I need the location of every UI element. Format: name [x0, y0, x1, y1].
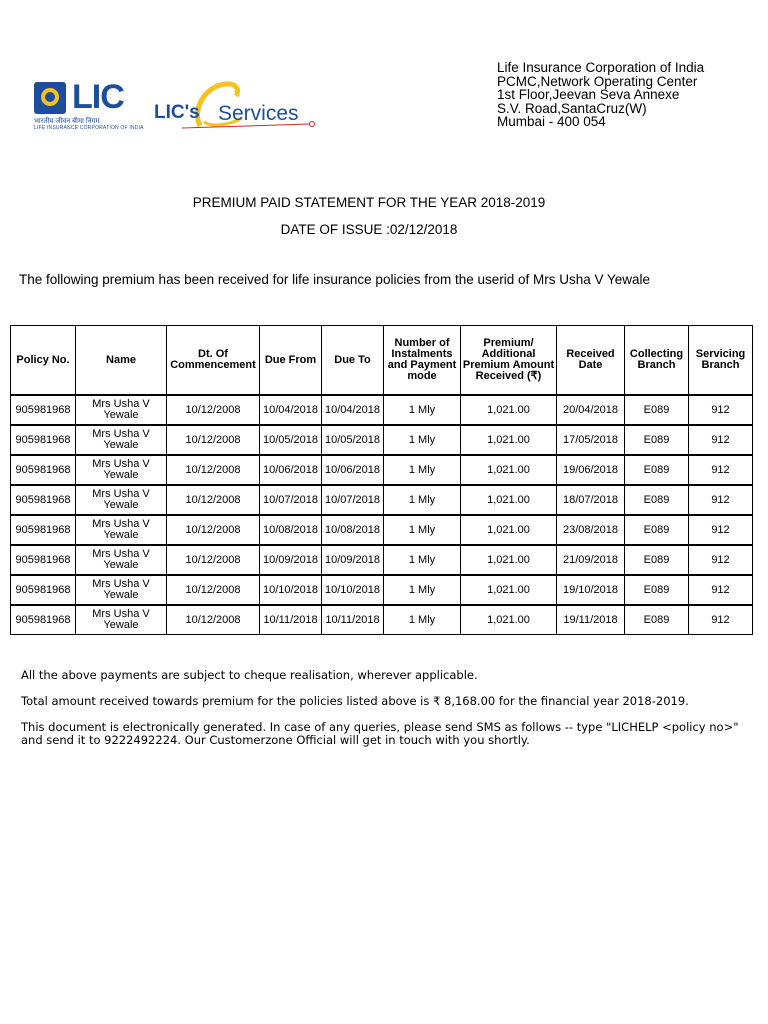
address-line: S.V. Road,SantaCruz(W) — [497, 100, 647, 116]
col-instalments: Number of Instalments and Payment mode — [384, 326, 461, 396]
cell-premium-amount: 1,021.00 — [461, 575, 557, 605]
cell-servicing-branch: 912 — [689, 515, 753, 545]
cell-collecting-branch: E089 — [625, 455, 689, 485]
table-row — [11, 485, 753, 515]
cell-policy-no: 905981968 — [11, 515, 76, 545]
cell-commencement: 10/12/2008 — [167, 605, 260, 635]
total-amount-note: Total amount received towards premium for the policies listed above is ₹ 8,168.00 for the financial year 2018-2019. — [21, 694, 689, 708]
cell-commencement: 10/12/2008 — [167, 515, 260, 545]
cell-collecting-branch: E089 — [625, 395, 689, 425]
cell-received-date: 19/06/2018 — [557, 455, 625, 485]
eservices-prefix: LIC's — [154, 102, 200, 123]
cell-commencement: 10/12/2008 — [167, 425, 260, 455]
cell-policy-no: 905981968 — [11, 575, 76, 605]
cell-due-to: 10/07/2018 — [322, 485, 384, 515]
cell-servicing-branch: 912 — [689, 395, 753, 425]
cell-commencement: 10/12/2008 — [167, 545, 260, 575]
table-row — [11, 515, 753, 545]
table-row — [11, 425, 753, 455]
cell-collecting-branch: E089 — [625, 575, 689, 605]
cell-due-from: 10/11/2018 — [260, 605, 322, 635]
cell-received-date: 19/11/2018 — [557, 605, 625, 635]
address-line: Mumbai - 400 054 — [497, 114, 606, 130]
cell-servicing-branch: 912 — [689, 575, 753, 605]
col-name: Name — [76, 326, 167, 396]
cell-name: Mrs Usha V Yewale — [76, 485, 167, 515]
col-premium-amount: Premium/ Additional Premium Amount Received (₹) — [461, 326, 557, 396]
cell-commencement: 10/12/2008 — [167, 575, 260, 605]
eservices-word: Services — [218, 102, 299, 125]
address-line: Life Insurance Corporation of India — [497, 60, 705, 75]
cell-collecting-branch: E089 — [625, 485, 689, 515]
cell-premium-amount: 1,021.00 — [461, 485, 557, 515]
cell-premium-amount: 1,021.00 — [461, 455, 557, 485]
table-row — [11, 395, 753, 425]
cell-commencement: 10/12/2008 — [167, 455, 260, 485]
cell-due-to: 10/04/2018 — [322, 395, 384, 425]
col-commencement: Dt. Of Commencement — [167, 326, 260, 396]
table-row — [11, 545, 753, 575]
cell-due-to: 10/11/2018 — [322, 605, 384, 635]
cell-collecting-branch: E089 — [625, 515, 689, 545]
cell-instalments: 1 Mly — [384, 425, 461, 455]
cell-policy-no: 905981968 — [11, 485, 76, 515]
cell-policy-no: 905981968 — [11, 605, 76, 635]
cell-premium-amount: 1,021.00 — [461, 545, 557, 575]
col-due-from: Due From — [260, 326, 322, 396]
lic-emblem-icon — [34, 82, 66, 114]
cell-collecting-branch: E089 — [625, 425, 689, 455]
cell-due-to: 10/05/2018 — [322, 425, 384, 455]
cell-name: Mrs Usha V Yewale — [76, 425, 167, 455]
cell-name: Mrs Usha V Yewale — [76, 575, 167, 605]
sms-help-note: This document is electronically generated. In case of any queries, please send SMS as follows -- type "LICHELP <policy no>" and send it to 9222492224. Our Customerzone Official will get in touch with you shortly. — [21, 720, 739, 747]
cell-collecting-branch: E089 — [625, 605, 689, 635]
cell-servicing-branch: 912 — [689, 605, 753, 635]
date-of-issue: DATE OF ISSUE :02/12/2018 — [280, 222, 458, 237]
cell-name: Mrs Usha V Yewale — [76, 455, 167, 485]
cell-received-date: 19/10/2018 — [557, 575, 625, 605]
cell-servicing-branch: 912 — [689, 485, 753, 515]
cell-due-to: 10/06/2018 — [322, 455, 384, 485]
statement-title: PREMIUM PAID STATEMENT FOR THE YEAR 2018-2019 — [192, 195, 546, 210]
cell-due-to: 10/09/2018 — [322, 545, 384, 575]
lic-logo-word: LIC — [72, 78, 124, 116]
cell-due-to: 10/10/2018 — [322, 575, 384, 605]
cell-name: Mrs Usha V Yewale — [76, 515, 167, 545]
cell-collecting-branch: E089 — [625, 545, 689, 575]
cell-due-from: 10/06/2018 — [260, 455, 322, 485]
table-header-row — [11, 326, 753, 396]
cell-premium-amount: 1,021.00 — [461, 395, 557, 425]
cheque-realisation-note: All the above payments are subject to cheque realisation, wherever applicable. — [21, 668, 478, 682]
address-line: 1st Floor,Jeevan Seva Annexe — [497, 87, 680, 103]
cell-received-date: 20/04/2018 — [557, 395, 625, 425]
cell-name: Mrs Usha V Yewale — [76, 605, 167, 635]
cell-premium-amount: 1,021.00 — [461, 605, 557, 635]
cell-commencement: 10/12/2008 — [167, 395, 260, 425]
cell-due-to: 10/08/2018 — [322, 515, 384, 545]
cell-received-date: 23/08/2018 — [557, 515, 625, 545]
cell-instalments: 1 Mly — [384, 485, 461, 515]
table-row — [11, 455, 753, 485]
cell-instalments: 1 Mly — [384, 575, 461, 605]
col-due-to: Due To — [322, 326, 384, 396]
col-policy-no: Policy No. — [11, 326, 76, 396]
eservices-logo — [152, 80, 322, 132]
cell-policy-no: 905981968 — [11, 545, 76, 575]
cell-due-from: 10/04/2018 — [260, 395, 322, 425]
cell-servicing-branch: 912 — [689, 455, 753, 485]
cell-premium-amount: 1,021.00 — [461, 515, 557, 545]
address-line: PCMC,Network Operating Center — [497, 73, 698, 89]
cell-servicing-branch: 912 — [689, 545, 753, 575]
cell-due-from: 10/07/2018 — [260, 485, 322, 515]
cell-commencement: 10/12/2008 — [167, 485, 260, 515]
cell-due-from: 10/08/2018 — [260, 515, 322, 545]
cell-servicing-branch: 912 — [689, 425, 753, 455]
cell-policy-no: 905981968 — [11, 395, 76, 425]
office-address — [497, 61, 704, 129]
lic-logo-hindi: भारतीय जीवन बीमा निगम — [34, 118, 100, 125]
cell-policy-no: 905981968 — [11, 455, 76, 485]
table-row — [11, 575, 753, 605]
cell-name: Mrs Usha V Yewale — [76, 545, 167, 575]
cell-due-from: 10/10/2018 — [260, 575, 322, 605]
cell-policy-no: 905981968 — [11, 425, 76, 455]
cell-due-from: 10/05/2018 — [260, 425, 322, 455]
cell-due-from: 10/09/2018 — [260, 545, 322, 575]
col-received-date: Received Date — [557, 326, 625, 396]
statement-notes — [21, 669, 751, 760]
intro-text: The following premium has been received for life insurance policies from the userid of Mrs Usha V Yewale — [19, 272, 651, 287]
cell-instalments: 1 Mly — [384, 455, 461, 485]
cell-instalments: 1 Mly — [384, 605, 461, 635]
cell-name: Mrs Usha V Yewale — [76, 395, 167, 425]
col-servicing-branch: Servicing Branch — [689, 326, 753, 396]
lic-logo-corp: LIFE INSURANCE CORPORATION OF INDIA — [34, 125, 144, 131]
cell-instalments: 1 Mly — [384, 395, 461, 425]
col-collecting-branch: Collecting Branch — [625, 326, 689, 396]
cell-received-date: 18/07/2018 — [557, 485, 625, 515]
table-row — [11, 605, 753, 635]
lic-logo — [30, 78, 144, 132]
cell-instalments: 1 Mly — [384, 515, 461, 545]
cell-instalments: 1 Mly — [384, 545, 461, 575]
cell-received-date: 21/09/2018 — [557, 545, 625, 575]
premium-table — [10, 325, 753, 635]
cell-received-date: 17/05/2018 — [557, 425, 625, 455]
cell-premium-amount: 1,021.00 — [461, 425, 557, 455]
